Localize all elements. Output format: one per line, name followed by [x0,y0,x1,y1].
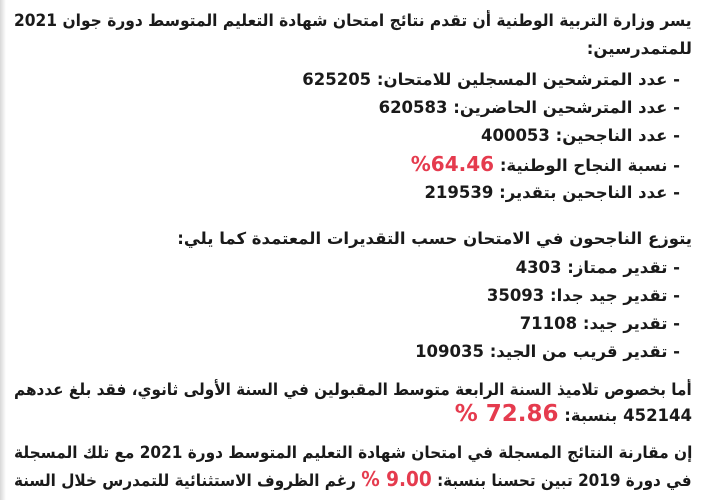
intro-line-2: للمتمدرسين: [586,39,692,58]
stat-label: - نسبة النجاح الوطنية: [499,156,680,175]
fourth-year-rate-label: بنسبة: [564,406,618,425]
comparison-line-1: إن مقارنة النتائج المسجلة في امتحان شهادة التعليم المتوسط دورة 2021 مع تلك المسجلة [13,443,693,462]
stat-value: 620583 [378,98,448,117]
grade-value: 4303 [515,258,562,277]
comparison-rate: % 9.00 [361,467,433,491]
stat-registered [302,69,680,91]
distribution-heading: يتوزع الناجحون في الامتحان حسب التقديرات المعتمدة كما يلي: [177,229,692,248]
grade-label: - تقدير قريب من الجيد: [489,342,680,361]
fourth-year-line-1: أما بخصوص تلاميذ السنة الرابعة متوسط المقبولين في السنة الأولى ثانوي، فقد بلغ عددهم [14,380,692,399]
comparison-text-start: في دورة 2019 تبين تحسنا بنسبة: [437,471,692,490]
stat-label: - عدد المترشحين الحاضرين: [453,98,680,117]
grade-label: - تقدير جيد جدا: [550,286,680,305]
comparison-text-end: رغم الظروف الاستثنائية للتمدرس خلال السنة [14,471,357,490]
stat-value: 400053 [481,126,550,145]
stat-value-highlight: %64.46 [410,152,495,176]
stat-present [379,97,680,119]
grade-value: 109035 [415,342,484,361]
stat-label: - عدد المترشحين المسجلين للامتحان: [376,70,680,89]
stat-value: 219539 [424,183,494,202]
grade-excellent [516,257,680,279]
grade-good [520,313,680,335]
grade-very-good [487,285,680,307]
stat-passed [481,125,680,147]
stat-value: 625205 [302,70,372,89]
intro-line-1: يسر وزارة التربية الوطنية أن تقدم نتائج امتحان شهادة التعليم المتوسط دورة جوان 2021 [14,11,693,30]
stat-national-rate [411,153,680,177]
grade-label: - تقدير ممتاز: [567,258,680,277]
fourth-year-count: 452144 [623,406,692,425]
stat-label: - عدد الناجحين بتقدير: [499,183,680,202]
stat-passed-with-grade [424,182,680,204]
grade-fairly-good [415,341,680,363]
grade-value: 71108 [519,314,578,333]
comparison-line-2 [14,468,692,492]
scan-edge-shadow [0,0,6,500]
stat-label: - عدد الناجحين: [555,126,680,145]
grade-value: 35093 [486,286,545,305]
fourth-year-rate: % 72.86 [454,401,559,427]
fourth-year-line-2 [455,403,692,427]
grade-label: - تقدير جيد: [582,314,680,333]
